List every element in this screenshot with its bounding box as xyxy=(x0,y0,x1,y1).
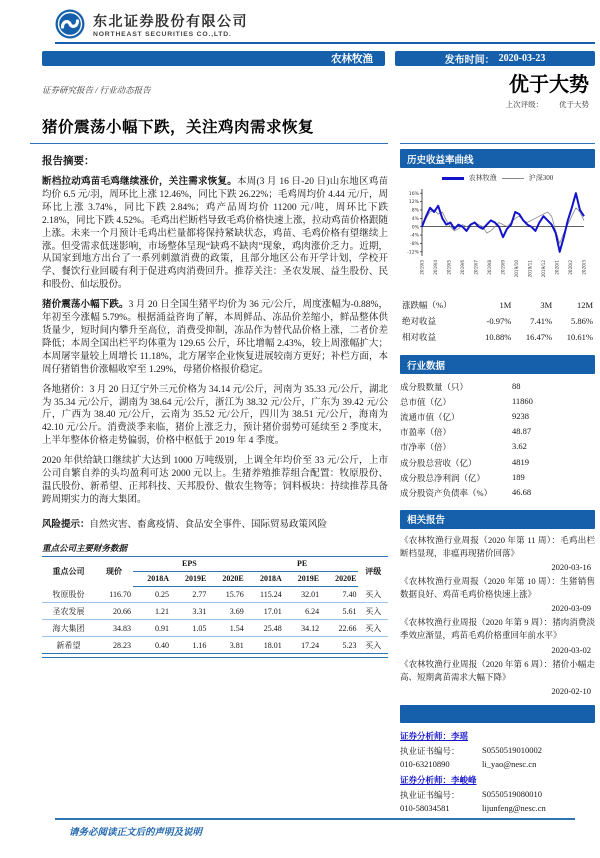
prev-rating-label: 上次评级： xyxy=(505,100,544,109)
svg-text:2019/6: 2019/6 xyxy=(460,260,466,275)
header-divider xyxy=(55,42,595,44)
cert-label: 执业证书编号： xyxy=(400,745,460,756)
prev-rating-value: 优于大势 xyxy=(559,100,589,109)
industry-tag-bar xyxy=(42,51,385,66)
summary-paragraph: 2020 年供给缺口继续扩大达到 1000 万吨级别，上调全年均价至 33 元/公斤，上市公司自繁自养的头均盈利可达 2000 元以上。生猪养殖推荐组合配置：牧原股份、温氏股份、新希望、正邦科技、天邦股份、傲农生物等；饲料板块：持续推荐具备跨周期实力的海大集团。 xyxy=(42,456,388,505)
svg-text:4%: 4% xyxy=(411,216,419,222)
cert-number: S0550519010002 xyxy=(482,744,542,755)
disclaimer-text: 请务必阅读正文后的声明及说明 xyxy=(69,827,203,838)
svg-text:8%: 8% xyxy=(411,208,419,214)
stock-table-title: 重点公司主要财务数据 xyxy=(42,542,128,553)
svg-text:2020/3: 2020/3 xyxy=(581,260,587,275)
list-item: 成分股数量（只） 88 xyxy=(400,380,521,392)
page-title: 猪价震荡小幅下跌，关注鸡肉需求恢复 xyxy=(42,119,315,136)
table-bottom-rule xyxy=(42,657,388,658)
svg-text:2020/2: 2020/2 xyxy=(568,260,574,275)
related-report: 《农林牧渔行业周报（2020 年第 6 周）：猪价小幅走高、短期禽苗需求大幅下降》 2020-02-10 xyxy=(400,658,595,696)
svg-text:0%: 0% xyxy=(411,225,419,231)
col-company: 重点公司 xyxy=(52,566,85,576)
cert-number: S0550519080010 xyxy=(482,788,542,799)
table-row: 绝对收益 -0.97% 7.41% 5.86% xyxy=(402,316,593,326)
section-header-related-reports: 相关报告 xyxy=(400,510,595,529)
svg-text:2019/11: 2019/11 xyxy=(527,260,533,278)
publish-date: 2020-03-23 xyxy=(498,53,546,64)
svg-text:-8%: -8% xyxy=(410,242,419,248)
list-item: 成分股总净利润（亿） 189 xyxy=(400,471,525,483)
summary-paragraph: 断档拉动鸡苗毛鸡继续涨价，关注需求恢复。本周(3 月 16 日-20 日)山东地区鸡苗均价 6.5 元/羽，周环比上涨 12.46%，同比下跌 26.22%；毛鸡周均价 4.44 元/斤，周环比上涨 3.74%，同比下跌 2.84%；鸡产品周均价 11200 元/吨，周环比下跌 2.18%，同比下跌 4.52%。毛鸡出栏断档导致毛鸡价格快速上涨，拉动鸡苗价格跟随上涨。未来一个月预计毛鸡出栏量都将保持紧缺状态，鸡苗、毛鸡价格有望继续上涨。但受需求低迷影响，市场整体呈现“缺鸡不缺肉”现象，鸡肉涨价乏力。近期，从国家到地方出台了一系列刺激消费的政策，且部分地区公布开学计划，学校开学、餐饮行业回暖有利于促进鸡肉消费回升。推荐关注：圣农发展、益生股份、民和股份、仙坛股份。 xyxy=(42,177,388,291)
legend-label-industry: 农林牧渔 xyxy=(468,174,497,182)
col-rating: 评级 xyxy=(365,566,382,576)
table-row: 牧原股份 116.70 0.25 2.77 15.76 115.24 32.01 7.40 买入 xyxy=(42,586,388,603)
related-report: 《农林牧渔行业周报（2020 年第 9 周）：猪肉消费淡季效应渐显，鸡苗毛鸡价格重回年前水平》 2020-03-02 xyxy=(400,617,595,655)
sidebar xyxy=(400,149,595,818)
svg-text:2019/5: 2019/5 xyxy=(446,260,452,275)
section-header-history-returns: 历史收益率曲线 xyxy=(400,149,595,168)
summary-paragraph: 各地猪价：3 月 20 日辽宁外三元价格为 34.14 元/公斤，河南为 35.33 元/公斤，湖北为 35.34 元/公斤，湖南为 38.64 元/公斤，浙江为 38.32 元/公斤，广东为 39.42 元/公斤，广西为 38.40 元/公斤，云南为 35.52 元/公斤，四川为 38.51 元/公斤，海南为 42.10 元/公斤。消费淡季来临，猪价上涨乏力，预计猪价弱势可延续至 2 季度末，上半年整体价格走势偏弱，价格中枢低于 2019 年 4 季度。 xyxy=(42,384,388,447)
col-price: 现价 xyxy=(106,566,123,576)
col-group-pe: PE xyxy=(246,556,359,571)
publish-date-box xyxy=(395,51,595,66)
cert-label: 执业证书编号： xyxy=(400,789,460,800)
list-item: 总市值（亿） 11860 xyxy=(400,395,533,407)
table-row: 圣农发展 20.66 1.21 3.31 3.69 17.01 6.24 5.61 买入 xyxy=(42,603,388,620)
col-group-eps: EPS xyxy=(133,556,246,571)
industry-data-list xyxy=(400,379,595,501)
report-summary-column xyxy=(42,149,388,818)
table-row: 海大集团 34.83 0.91 1.05 1.54 25.48 34.12 22.66 买入 xyxy=(42,620,388,637)
decorative-blue-bar xyxy=(400,705,595,723)
svg-text:2020/1: 2020/1 xyxy=(554,260,560,275)
industry-tag: 农林牧渔 xyxy=(331,54,373,65)
related-report: 《农林牧渔行业周报（2020 年第 11 周）：毛鸡出栏断档显现，非瘟再现猪价回落》 2020-03-16 xyxy=(400,534,595,572)
list-item: 成分股资产负债率（%） 46.68 xyxy=(400,486,532,498)
summary-heading: 报告摘要： xyxy=(42,156,95,167)
related-report: 《农林牧渔行业周报（2020 年第 10 周）：生猪销售数据良好、鸡苗毛鸡价格快速上涨》 2020-03-09 xyxy=(400,575,595,614)
list-item: 成分股总营收（亿） 4819 xyxy=(400,456,529,468)
svg-text:-4%: -4% xyxy=(410,233,419,239)
rating-value: 优于大势 xyxy=(509,74,589,96)
analyst-name: 李峻峰 xyxy=(451,774,477,785)
analyst-name: 李瑶 xyxy=(451,730,469,741)
analyst-phone: 010-58034581 xyxy=(400,802,450,813)
analyst-email: li_yao@nesc.cn xyxy=(482,758,537,769)
svg-text:2019/3: 2019/3 xyxy=(419,260,425,275)
summary-paragraph: 猪价震荡小幅下跌。3 月 20 日全国生猪平均价为 36 元/公斤，周度涨幅为-0.88%，年初至今涨幅 5.79%。根据涌益咨询了解，本周鲜品、冻品价差缩小，鲜品整体供货量少，短时间内攀升至高位，消费受抑制，冻品作为替代品价格上涨，二者价差降低；本周全国出栏平均体重为 129.65 公斤，环比增幅 2.43%，较上周涨幅扩大；本周屠宰量较上周增长 11.18%，北方屠宰企业恢复进展较南方更好；补栏方面，本周仔猪销售价涨幅收窄至 1.29%，母猪价格报价稳定。 xyxy=(42,300,388,375)
list-item: 流通市值（亿） 9238 xyxy=(400,410,529,422)
analyst-email: lijunfeng@nesc.cn xyxy=(482,802,546,813)
footer-divider xyxy=(55,818,575,820)
svg-text:2019/4: 2019/4 xyxy=(433,260,439,275)
svg-text:2019/10: 2019/10 xyxy=(514,260,520,278)
table-row: 相对收益 10.88% 16.47% 10.61% xyxy=(402,332,593,342)
rating-block xyxy=(506,74,595,110)
performance-table: 涨跌幅（%） 1M 3M 12M 绝对收益 -0.97% 7.41% 5.86% 相对收益 10.88% 16.47% 10.61% xyxy=(400,297,595,345)
returns-chart xyxy=(400,173,595,291)
publish-date-label: 发布时间： xyxy=(444,55,495,66)
svg-text:-12%: -12% xyxy=(407,250,419,256)
analyst-phone: 010-63210890 xyxy=(400,758,450,769)
company-logo xyxy=(55,9,600,39)
company-name-en: NORTHEAST SECURITIES CO.,LTD. xyxy=(93,30,232,38)
analyst-block xyxy=(400,774,595,814)
svg-text:12%: 12% xyxy=(408,200,419,206)
analyst-block xyxy=(400,730,595,770)
svg-text:2019/8: 2019/8 xyxy=(487,260,493,275)
legend-label-index: 沪深300 xyxy=(528,174,554,182)
svg-text:16%: 16% xyxy=(408,191,419,197)
chart-legend xyxy=(400,173,595,183)
list-item: 市净率（倍） 3.62 xyxy=(400,441,527,453)
key-companies-table: 重点公司 现价 EPS PE 评级 2018A 2019E 2020E 2018A 2019E 2020E 牧原股份 116.70 0.25 2.77 15.76 115.24 32.01 7.40 买入 圣农发展 20.66 1.21 3.31 3.69 17.01 6.24 5.61 买入 海大集团 34.83 0.91 1.05 1.54 25.48 34.12 22.66 买入 新希望 28.23 0.40 1.16 3.81 18.01 17.24 5.23 买入 xyxy=(42,556,388,655)
breadcrumb: 证券研究报告 / 行业动态报告 xyxy=(42,85,151,95)
section-header-industry-data: 行业数据 xyxy=(400,355,595,374)
legend-line-index xyxy=(502,178,524,179)
legend-line-industry xyxy=(442,177,464,180)
table-row: 新希望 28.23 0.40 1.16 3.81 18.01 17.24 5.23 买入 xyxy=(42,637,388,654)
company-name-cn: 东北证券股份有限公司 xyxy=(93,12,248,29)
svg-text:2019/9: 2019/9 xyxy=(500,260,506,275)
svg-text:2019/12: 2019/12 xyxy=(541,260,547,278)
analyst-role: 证券分析师： xyxy=(400,774,452,785)
page-footer xyxy=(55,818,575,858)
line-chart xyxy=(400,184,590,286)
related-reports-list xyxy=(400,534,595,696)
risk-warning: 风险提示：自然灾害、畜禽疫情、食品安全事件、国际贸易政策风险 xyxy=(42,519,328,530)
analyst-role: 证券分析师： xyxy=(400,730,452,741)
list-item: 市盈率（倍） 48.87 xyxy=(400,426,532,438)
company-logo-icon xyxy=(55,9,85,39)
svg-text:2019/7: 2019/7 xyxy=(473,260,479,275)
